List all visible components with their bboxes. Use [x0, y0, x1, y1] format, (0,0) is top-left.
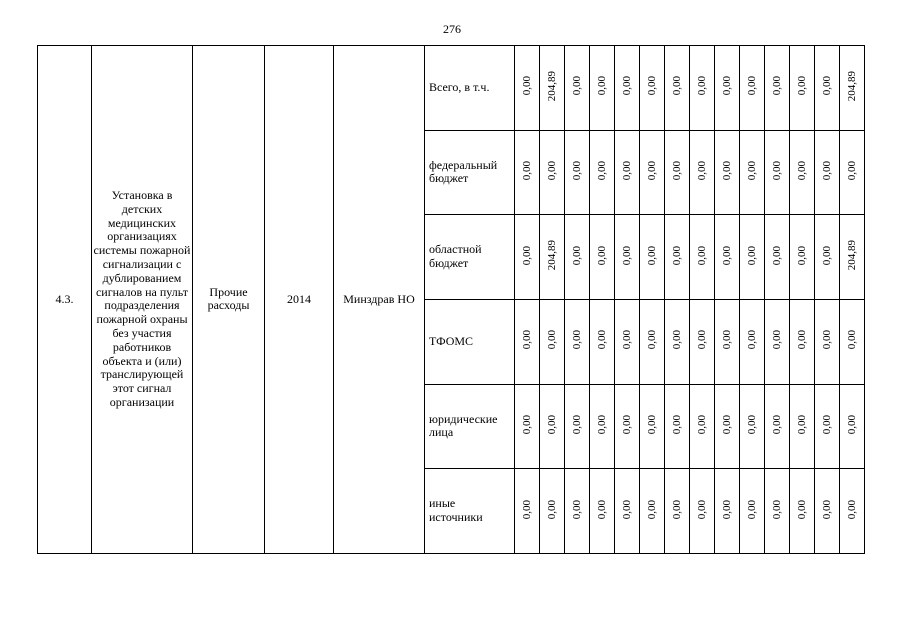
value-text: 0,00	[670, 499, 683, 519]
funding-source-label: юридические лица	[425, 384, 515, 469]
value-text: 0,00	[520, 160, 533, 181]
value-cell	[590, 46, 615, 131]
value-text: 0,00	[570, 499, 583, 519]
value-cell	[515, 46, 540, 131]
value-cell	[515, 130, 540, 215]
value-text: 0,00	[520, 499, 533, 519]
value-cell	[815, 384, 840, 469]
value-cell	[690, 215, 715, 300]
value-text: 0,00	[645, 76, 658, 96]
value-cell	[565, 469, 590, 554]
value-text: 0,00	[745, 245, 758, 265]
value-text: 0,00	[745, 414, 758, 435]
value-cell	[740, 384, 765, 469]
value-cell	[590, 215, 615, 300]
value-text: 0,00	[645, 160, 658, 181]
value-cell	[840, 130, 865, 215]
value-text: 0,00	[570, 330, 583, 350]
value-cell	[765, 299, 790, 384]
value-text: 0,00	[545, 414, 558, 435]
value-cell	[590, 299, 615, 384]
value-cell	[715, 215, 740, 300]
value-cell	[790, 130, 815, 215]
value-text: 0,00	[595, 330, 608, 350]
value-cell	[590, 384, 615, 469]
value-cell	[665, 46, 690, 131]
value-text: 0,00	[570, 76, 583, 96]
funding-source-label: ТФОМС	[425, 299, 515, 384]
row-number: 4.3.	[38, 46, 92, 554]
value-cell	[840, 469, 865, 554]
value-cell	[615, 46, 640, 131]
value-cell	[615, 469, 640, 554]
value-cell	[815, 469, 840, 554]
value-cell	[515, 469, 540, 554]
value-cell	[640, 215, 665, 300]
value-text: 0,00	[745, 76, 758, 96]
budget-table	[37, 45, 865, 554]
value-cell	[690, 299, 715, 384]
value-cell	[765, 215, 790, 300]
value-cell	[740, 469, 765, 554]
value-cell	[740, 130, 765, 215]
value-text: 0,00	[795, 245, 808, 265]
value-text: 0,00	[620, 160, 633, 181]
value-cell	[690, 130, 715, 215]
value-cell	[665, 215, 690, 300]
value-text: 0,00	[820, 245, 833, 265]
value-text: 0,00	[770, 330, 783, 350]
value-text: 0,00	[595, 245, 608, 265]
value-text: 0,00	[695, 414, 708, 435]
value-text: 0,00	[795, 330, 808, 350]
value-cell	[790, 469, 815, 554]
value-text: 0,00	[620, 499, 633, 519]
value-cell	[765, 46, 790, 131]
value-text: 0,00	[545, 330, 558, 350]
value-cell	[765, 384, 790, 469]
value-text: 0,00	[795, 76, 808, 96]
value-cell	[815, 215, 840, 300]
value-text: 0,00	[745, 160, 758, 181]
value-text: 0,00	[570, 414, 583, 435]
value-cell	[615, 299, 640, 384]
value-cell	[565, 46, 590, 131]
value-text: 0,00	[820, 414, 833, 435]
value-cell	[540, 215, 565, 300]
value-cell	[765, 469, 790, 554]
value-text: 0,00	[845, 414, 858, 435]
value-text: 0,00	[695, 330, 708, 350]
value-cell	[715, 130, 740, 215]
value-text: 0,00	[520, 76, 533, 96]
value-text: 0,00	[620, 414, 633, 435]
value-cell	[790, 215, 815, 300]
value-text: 0,00	[770, 499, 783, 519]
value-text: 0,00	[820, 76, 833, 96]
table-row	[38, 46, 865, 131]
value-cell	[840, 46, 865, 131]
value-cell	[640, 46, 665, 131]
value-cell	[815, 299, 840, 384]
value-cell	[790, 46, 815, 131]
value-cell	[840, 299, 865, 384]
value-text: 204,89	[545, 240, 558, 271]
value-text: 0,00	[620, 76, 633, 96]
value-cell	[790, 299, 815, 384]
year-cell: 2014	[265, 46, 334, 554]
value-cell	[615, 384, 640, 469]
funding-source-label: Всего, в т.ч.	[425, 46, 515, 131]
value-text: 0,00	[520, 245, 533, 265]
value-text: 0,00	[695, 160, 708, 181]
value-cell	[815, 46, 840, 131]
value-text: 0,00	[670, 245, 683, 265]
value-cell	[640, 130, 665, 215]
value-text: 0,00	[595, 160, 608, 181]
expense-type: Прочие расходы	[193, 46, 265, 554]
value-cell	[515, 215, 540, 300]
value-cell	[615, 215, 640, 300]
value-text: 0,00	[670, 414, 683, 435]
value-cell	[690, 469, 715, 554]
value-cell	[565, 130, 590, 215]
value-text: 0,00	[820, 160, 833, 181]
value-cell	[540, 299, 565, 384]
executor-cell: Минздрав НО	[334, 46, 425, 554]
value-text: 0,00	[570, 245, 583, 265]
value-text: 0,00	[620, 330, 633, 350]
value-text: 0,00	[770, 76, 783, 96]
value-text: 0,00	[645, 499, 658, 519]
value-cell	[815, 130, 840, 215]
value-text: 0,00	[545, 499, 558, 519]
funding-source-label: федеральный бюджет	[425, 130, 515, 215]
value-text: 0,00	[670, 76, 683, 96]
value-text: 0,00	[595, 76, 608, 96]
value-cell	[765, 130, 790, 215]
value-text: 0,00	[770, 414, 783, 435]
value-cell	[640, 384, 665, 469]
value-text: 0,00	[695, 499, 708, 519]
value-cell	[665, 384, 690, 469]
value-cell	[565, 299, 590, 384]
value-text: 0,00	[770, 160, 783, 181]
value-cell	[740, 215, 765, 300]
value-text: 0,00	[845, 330, 858, 350]
value-cell	[740, 299, 765, 384]
page-number: 276	[443, 22, 461, 36]
value-text: 0,00	[845, 499, 858, 519]
value-cell	[715, 469, 740, 554]
value-cell	[690, 384, 715, 469]
value-text: 0,00	[745, 499, 758, 519]
value-cell	[690, 46, 715, 131]
value-cell	[715, 384, 740, 469]
value-cell	[590, 469, 615, 554]
value-cell	[590, 130, 615, 215]
value-text: 0,00	[595, 414, 608, 435]
funding-source-label: областной бюджет	[425, 215, 515, 300]
value-cell	[840, 384, 865, 469]
value-cell	[665, 299, 690, 384]
value-cell	[615, 130, 640, 215]
value-cell	[565, 215, 590, 300]
value-text: 0,00	[620, 245, 633, 265]
value-cell	[665, 130, 690, 215]
value-text: 0,00	[795, 414, 808, 435]
funding-source-label: иные источники	[425, 469, 515, 554]
value-cell	[640, 299, 665, 384]
value-text: 0,00	[695, 76, 708, 96]
value-text: 0,00	[670, 160, 683, 181]
value-cell	[515, 384, 540, 469]
value-cell	[540, 469, 565, 554]
table-body	[38, 46, 865, 554]
value-cell	[540, 384, 565, 469]
measure-name: Установка в детских медицинских организациях системы пожарной сигнализации с дублированием сигналов на пульт подразделения пожарной охраны без участия работников объекта и (или) транслирующей этот сигнал организации	[92, 46, 193, 554]
value-cell	[565, 384, 590, 469]
value-text: 204,89	[845, 240, 858, 271]
value-cell	[540, 130, 565, 215]
value-text: 204,89	[545, 70, 558, 102]
value-cell	[840, 215, 865, 300]
value-text: 0,00	[520, 330, 533, 350]
value-text: 0,00	[720, 245, 733, 265]
value-cell	[640, 469, 665, 554]
value-text: 0,00	[820, 499, 833, 519]
value-text: 0,00	[670, 330, 683, 350]
value-text: 0,00	[595, 499, 608, 519]
value-cell	[740, 46, 765, 131]
value-text: 0,00	[720, 160, 733, 181]
value-text: 0,00	[695, 245, 708, 265]
value-text: 0,00	[645, 245, 658, 265]
value-text: 0,00	[845, 160, 858, 181]
value-text: 0,00	[570, 160, 583, 181]
value-text: 0,00	[720, 414, 733, 435]
value-text: 0,00	[720, 330, 733, 350]
value-text: 0,00	[645, 414, 658, 435]
value-cell	[540, 46, 565, 131]
value-text: 0,00	[720, 76, 733, 96]
value-text: 0,00	[820, 330, 833, 350]
value-text: 0,00	[795, 160, 808, 181]
value-text: 0,00	[545, 160, 558, 181]
value-text: 0,00	[645, 330, 658, 350]
value-text: 0,00	[520, 414, 533, 435]
value-cell	[715, 46, 740, 131]
value-text: 0,00	[720, 499, 733, 519]
value-text: 204,89	[845, 70, 858, 102]
value-text: 0,00	[795, 499, 808, 519]
value-text: 0,00	[745, 330, 758, 350]
value-cell	[715, 299, 740, 384]
value-text: 0,00	[770, 245, 783, 265]
value-cell	[665, 469, 690, 554]
value-cell	[515, 299, 540, 384]
value-cell	[790, 384, 815, 469]
